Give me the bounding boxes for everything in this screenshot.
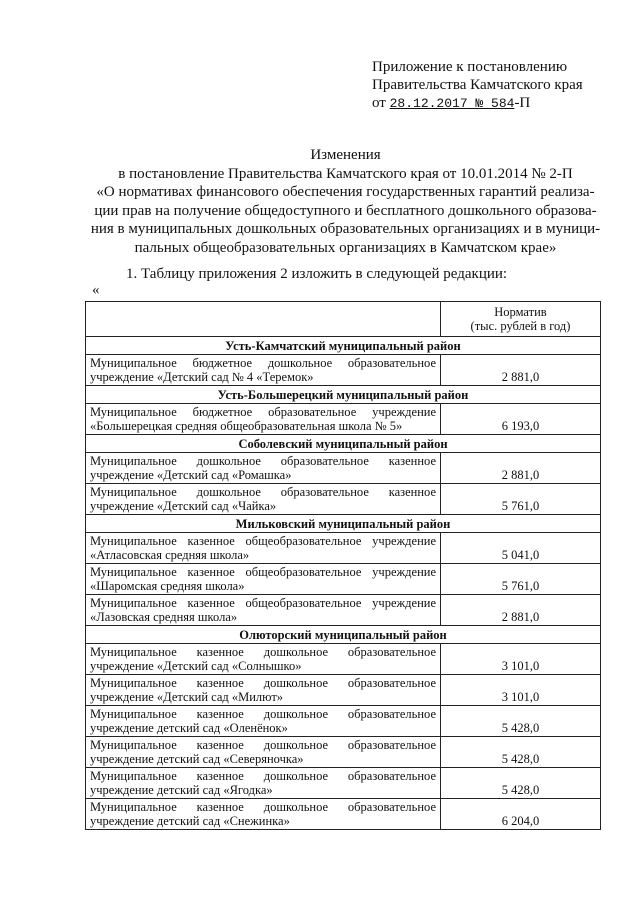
institution-name-line-2: «Атласовская средняя школа» (90, 548, 250, 562)
institution-name-line-2: учреждение детский сад «Северяночка» (90, 752, 304, 766)
title-heading: Изменения (310, 147, 381, 163)
header-norm-unit: (тыс. рублей в год) (470, 319, 571, 333)
institution-name-line-2: «Шаромская средняя школа» (90, 579, 245, 593)
table-row (86, 533, 601, 564)
title-line: ния в муниципальных дошкольных образовательных организациях и в муници- (90, 221, 601, 237)
institution-name-line-1: Муниципальное казенное дошкольное образовательное (90, 676, 436, 690)
region-name: Олюторский муниципальный район (86, 626, 601, 644)
institution-name-line-1: Муниципальное казенное дошкольное образовательное (90, 738, 436, 752)
institution-name (86, 737, 441, 768)
decree-date: 28.12.2017 (389, 96, 468, 111)
norm-value: 5 428,0 (441, 768, 601, 799)
appendix-prefix: от (372, 95, 390, 111)
norm-value: 6 204,0 (441, 799, 601, 830)
header-norm-cell (441, 302, 601, 337)
institution-name (86, 355, 441, 386)
institution-name (86, 404, 441, 435)
norm-value: 5 428,0 (441, 737, 601, 768)
institution-name-line-1: Муниципальное бюджетное дошкольное образовательное (90, 356, 436, 370)
table-row (86, 799, 601, 830)
region-row (86, 337, 601, 355)
institution-name-line-2: «Лазовская средняя школа» (90, 610, 238, 624)
institution-name-line-1: Муниципальное дошкольное образовательное казенное (90, 454, 436, 468)
institution-name-line-2: учреждение «Детский сад «Солнышко» (90, 659, 302, 673)
institution-name-line-1: Муниципальное бюджетное образовательное учреждение (90, 405, 436, 419)
document-title (88, 146, 603, 257)
table-row (86, 737, 601, 768)
appendix-header (372, 58, 583, 113)
institution-name-line-1: Муниципальное казенное дошкольное образовательное (90, 800, 436, 814)
institution-name (86, 706, 441, 737)
institution-name-line-1: Муниципальное казенное дошкольное образовательное (90, 769, 436, 783)
norm-value: 2 881,0 (441, 595, 601, 626)
institution-name-line-2: «Большерецкая средняя общеобразовательная школа № 5» (90, 419, 403, 433)
norm-value: 6 193,0 (441, 404, 601, 435)
table-row (86, 706, 601, 737)
institution-name-line-2: учреждение детский сад «Снежинка» (90, 814, 290, 828)
table-row (86, 484, 601, 515)
region-row (86, 626, 601, 644)
table-header-row (86, 302, 601, 337)
institution-name-line-1: Муниципальное дошкольное образовательное казенное (90, 485, 436, 499)
title-line: в постановление Правительства Камчатского края от 10.01.2014 № 2-П (118, 165, 573, 182)
appendix-line-1: Приложение к постановлению (372, 59, 568, 75)
institution-name (86, 675, 441, 706)
region-row (86, 435, 601, 453)
table-row (86, 675, 601, 706)
norm-value: 5 761,0 (441, 484, 601, 515)
header-empty-cell (86, 302, 441, 337)
decree-suffix: -П (514, 95, 531, 111)
institution-name-line-2: учреждение детский сад «Ягодка» (90, 783, 273, 797)
institution-name (86, 453, 441, 484)
institution-name-line-1: Муниципальное казенное общеобразовательное учреждение (90, 565, 436, 579)
institution-name-line-2: учреждение «Детский сад № 4 «Теремок» (90, 370, 314, 384)
institution-name (86, 533, 441, 564)
appendix-line-3 (372, 94, 583, 113)
institution-name-line-1: Муниципальное казенное дошкольное образовательное (90, 645, 436, 659)
norms-table (85, 301, 601, 830)
region-name: Соболевский муниципальный район (86, 435, 601, 453)
title-line: «О нормативах финансового обеспечения государственных гарантий реализа- (96, 184, 595, 200)
institution-name (86, 564, 441, 595)
table-row (86, 355, 601, 386)
header-norm-label: Норматив (494, 305, 547, 319)
institution-name (86, 595, 441, 626)
institution-name-line-1: Муниципальное казенное дошкольное образовательное (90, 707, 436, 721)
table-row (86, 564, 601, 595)
title-line: пальных общеобразовательных организациях в Камчатском крае» (134, 239, 557, 256)
region-name: Усть-Камчатский муниципальный район (86, 337, 601, 355)
table-row (86, 453, 601, 484)
title-line: ции прав на получение общедоступного и бесплатного дошкольного образова- (94, 202, 597, 219)
region-name: Мильковский муниципальный район (86, 515, 601, 533)
decree-number-sign: № (467, 96, 492, 111)
open-quote: « (92, 282, 100, 298)
norm-value: 5 428,0 (441, 706, 601, 737)
institution-name (86, 644, 441, 675)
norm-value: 2 881,0 (441, 453, 601, 484)
institution-name-line-2: учреждение «Детский сад «Милют» (90, 690, 284, 704)
table-row (86, 595, 601, 626)
norm-value: 5 041,0 (441, 533, 601, 564)
region-name: Усть-Большерецкий муниципальный район (86, 386, 601, 404)
table-row (86, 768, 601, 799)
institution-name-line-2: учреждение детский сад «Оленёнок» (90, 721, 288, 735)
table-row (86, 644, 601, 675)
decree-number: 584 (491, 96, 515, 111)
table-row (86, 404, 601, 435)
region-row (86, 515, 601, 533)
institution-name (86, 799, 441, 830)
institution-name (86, 768, 441, 799)
appendix-line-2: Правительства Камчатского края (372, 77, 583, 93)
region-row (86, 386, 601, 404)
norm-value: 3 101,0 (441, 675, 601, 706)
item-1-text: 1. Таблицу приложения 2 изложить в следующей редакции: (126, 266, 508, 282)
institution-name-line-1: Муниципальное казенное общеобразовательное учреждение (90, 534, 436, 548)
institution-name-line-2: учреждение «Детский сад «Чайка» (90, 499, 277, 513)
institution-name (86, 484, 441, 515)
norm-value: 5 761,0 (441, 564, 601, 595)
norm-value: 2 881,0 (441, 355, 601, 386)
institution-name-line-2: учреждение «Детский сад «Ромашка» (90, 468, 292, 482)
norm-value: 3 101,0 (441, 644, 601, 675)
institution-name-line-1: Муниципальное казенное общеобразовательное учреждение (90, 596, 436, 610)
